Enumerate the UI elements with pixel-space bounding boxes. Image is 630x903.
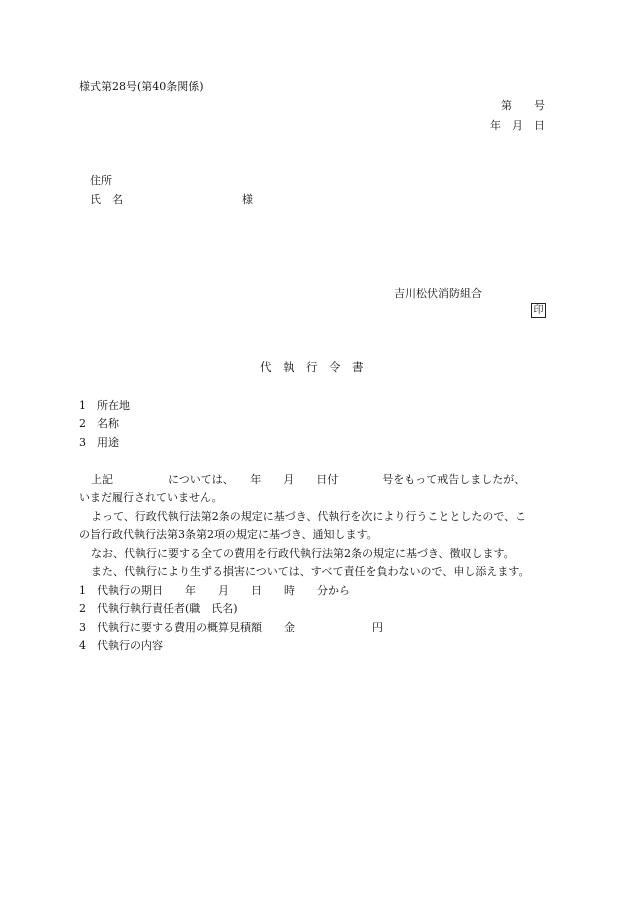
recipient-honorific: 様 bbox=[242, 193, 253, 206]
recipient-address-label: 住所 bbox=[90, 174, 112, 187]
body-paragraph-1-line-1: 上記 については、 年 月 日付 号をもって戒告しましたが、 bbox=[91, 473, 526, 486]
body-paragraph-2-line-1: よって、行政代執行法第2条の規定に基づき、代執行を次により行うこととしたので、こ bbox=[91, 510, 527, 523]
body-paragraph-2-line-2: の旨行政代執行法第3条第2項の規定に基づき、通知します。 bbox=[79, 528, 378, 541]
item-estimated-cost: 3 代執行に要する費用の概算見積額 金 円 bbox=[79, 621, 383, 634]
body-paragraph-4: また、代執行により生ずる損害については、すべて責任を負わないので、申し添えます。 bbox=[91, 565, 530, 578]
property-name: 2 名称 bbox=[79, 417, 119, 430]
body-paragraph-1-line-2: いまだ履行されていません。 bbox=[79, 491, 223, 504]
item-execution-content: 4 代執行の内容 bbox=[79, 639, 163, 652]
issue-date: 年 月 日 bbox=[490, 119, 545, 132]
item-responsible-officer: 2 代執行執行責任者(職 氏名) bbox=[79, 602, 238, 615]
recipient-name-label: 氏 名 bbox=[90, 193, 123, 206]
document-title: 代 執 行 令 書 bbox=[260, 360, 364, 374]
document-number: 第 号 bbox=[501, 99, 545, 112]
seal-mark: 印 bbox=[531, 303, 546, 318]
issuer-organization: 吉川松伏消防組合 bbox=[394, 287, 482, 300]
body-paragraph-3: なお、代執行に要する全ての費用を行政代執行法第2条の規定に基づき、徴収します。 bbox=[91, 547, 515, 560]
property-location: 1 所在地 bbox=[79, 399, 130, 412]
item-execution-date: 1 代執行の期日 年 月 日 時 分から bbox=[79, 584, 350, 597]
form-number: 様式第28号(第40条関係) bbox=[79, 80, 204, 93]
property-use: 3 用途 bbox=[79, 436, 119, 449]
